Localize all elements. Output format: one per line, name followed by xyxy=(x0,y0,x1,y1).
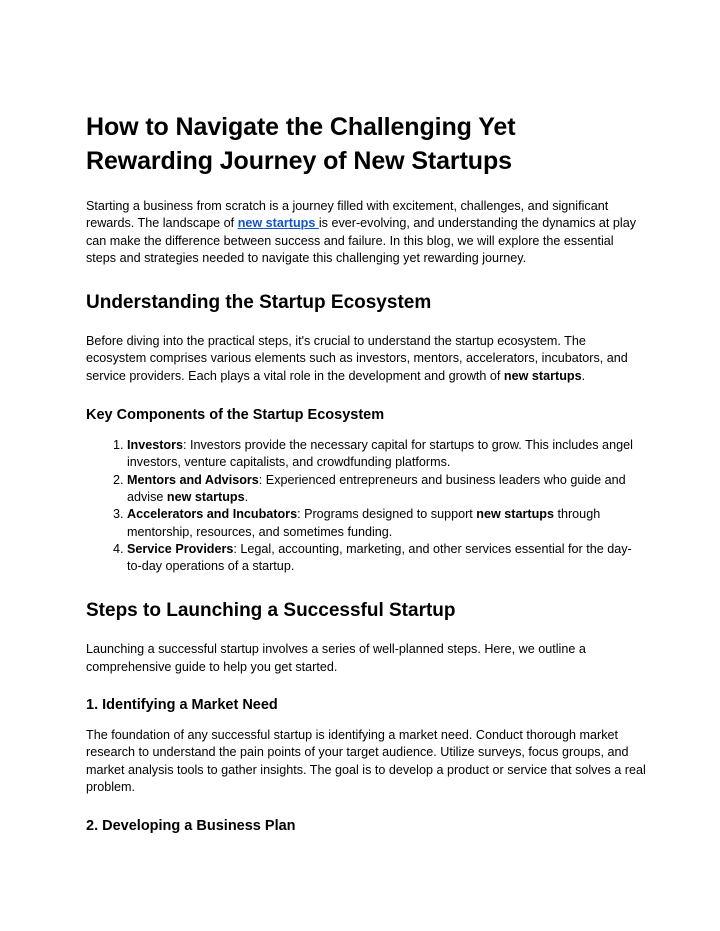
list-item xyxy=(127,437,646,472)
component-text: : Experienced entrepreneurs and business leaders who guide and advise xyxy=(127,472,626,504)
steps-heading: Steps to Launching a Successful Startup xyxy=(86,600,456,622)
ecosystem-paragraph xyxy=(86,333,646,385)
component-text-end: . xyxy=(244,489,249,504)
component-text-end: through mentorship, resources, and sometimes funding. xyxy=(127,507,601,539)
new-startups-link[interactable]: new startups xyxy=(237,216,319,231)
list-item xyxy=(127,541,646,576)
step2-heading: 2. Developing a Business Plan xyxy=(86,818,296,835)
intro-text-before-link: Starting a business from scratch is a journey filled with excitement, challenges, and significant rewards. The landscape of xyxy=(86,199,609,231)
steps-paragraph: Launching a successful startup involves a series of well-planned steps. Here, we outline a comprehensive guide to help you get started. xyxy=(86,642,586,674)
component-term: Investors xyxy=(127,438,183,453)
ecosystem-paragraph-bold: new startups xyxy=(503,368,582,383)
intro-text-after-link: is ever-evolving, and understanding the dynamics at play can make the difference between success and failure. In this blog, we will explore the essential steps and strategies needed to navigate this challenging yet rewarding journey. xyxy=(86,216,637,265)
document-page xyxy=(86,110,646,848)
components-list xyxy=(86,437,646,575)
component-text: : Programs designed to support xyxy=(297,507,477,522)
ecosystem-heading: Understanding the Startup Ecosystem xyxy=(86,292,432,314)
step1-heading: 1. Identifying a Market Need xyxy=(86,697,278,714)
component-bold: new startups xyxy=(166,489,245,504)
component-term: Mentors and Advisors xyxy=(127,472,259,487)
ecosystem-paragraph-text: Before diving into the practical steps, it's crucial to understand the startup ecosystem. The ecosystem comprises various elements such as investors, mentors, accelerators, incubators, and service providers. Each plays a vital role in the development and growth of xyxy=(86,334,628,383)
component-term: Accelerators and Incubators xyxy=(127,507,298,522)
list-item xyxy=(127,472,646,507)
component-text: : Investors provide the necessary capital for startups to grow. This includes angel investors, venture capitalists, and crowdfunding platforms. xyxy=(127,438,633,470)
page-title: How to Navigate the Challenging Yet Rewarding Journey of New Startups xyxy=(86,113,516,175)
components-heading: Key Components of the Startup Ecosystem xyxy=(86,407,385,424)
step1-paragraph: The foundation of any successful startup is identifying a market need. Conduct thorough market research to understand the pain points of your target audience. Utilize surveys, focus groups, and market analysis tools to gather insights. The goal is to develop a product or service that solves a real problem. xyxy=(86,728,646,794)
component-text: : Legal, accounting, marketing, and other services essential for the day-to-day operations of a startup. xyxy=(127,541,632,574)
intro-paragraph xyxy=(86,198,646,267)
list-item xyxy=(127,506,646,541)
ecosystem-paragraph-end: . xyxy=(581,368,586,383)
component-bold: new startups xyxy=(476,507,554,522)
component-term: Service Providers xyxy=(127,541,234,556)
